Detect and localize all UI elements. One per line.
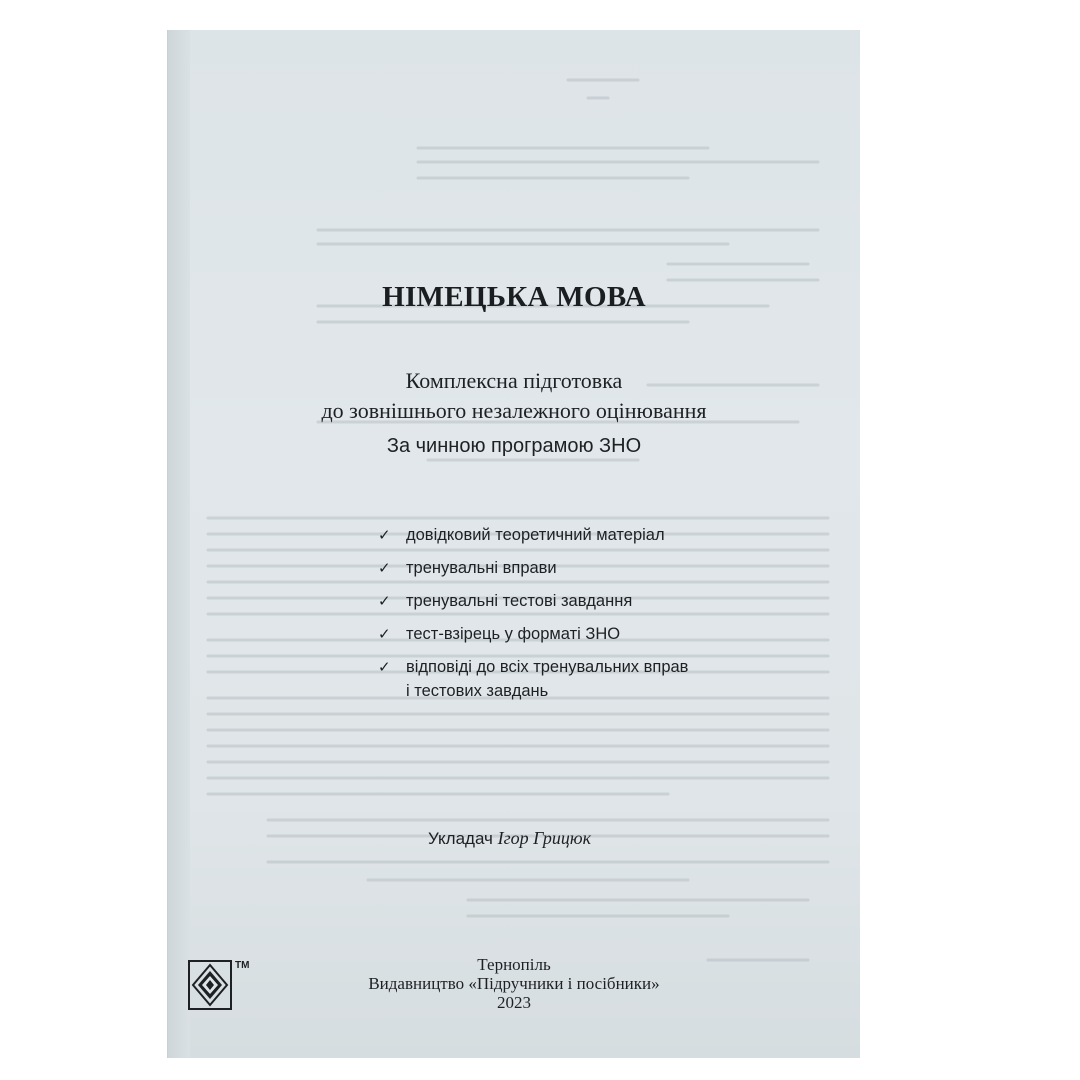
publisher-name: Видавництво «Підручники і посібники»: [368, 974, 660, 993]
feature-text: [406, 656, 688, 702]
subtitle-line-3: За чинною програмою ЗНО: [386, 435, 642, 457]
feature-text: тренувальні вправи: [406, 559, 557, 577]
feature-text: тренувальні тестові завдання: [406, 592, 633, 610]
check-icon: ✓: [378, 526, 391, 544]
feature-item: [378, 623, 688, 656]
trademark-mark: TM: [235, 960, 250, 971]
subtitle-line-2: до зовнішнього незалежного оцінювання: [321, 398, 707, 423]
feature-item: [378, 524, 688, 557]
feature-text-line-2: і тестових завдань: [406, 682, 549, 700]
publisher-city: Тернопіль: [477, 955, 551, 974]
check-icon: ✓: [378, 658, 391, 676]
feature-list: [378, 524, 688, 706]
feature-text: тест-взірець у форматі ЗНО: [406, 625, 621, 643]
feature-item: [378, 656, 688, 706]
feature-text-line-1: відповіді до всіх тренувальних вправ: [406, 658, 689, 676]
compiler-credit: [428, 828, 591, 849]
book-title-page: [168, 30, 860, 1058]
compiler-name: Ігор Грицюк: [497, 828, 592, 848]
check-icon: ✓: [378, 559, 391, 577]
check-icon: ✓: [378, 625, 391, 643]
book-title: НІМЕЦЬКА МОВА: [382, 281, 646, 313]
feature-item: [378, 557, 688, 590]
feature-item: [378, 590, 688, 623]
compiler-label: Укладач: [428, 829, 493, 848]
subtitle-line-1: Комплексна підготовка: [405, 368, 623, 393]
feature-text: довідковий теоретичний матеріал: [406, 526, 665, 544]
check-icon: ✓: [378, 592, 391, 610]
publication-year: 2023: [497, 993, 531, 1012]
